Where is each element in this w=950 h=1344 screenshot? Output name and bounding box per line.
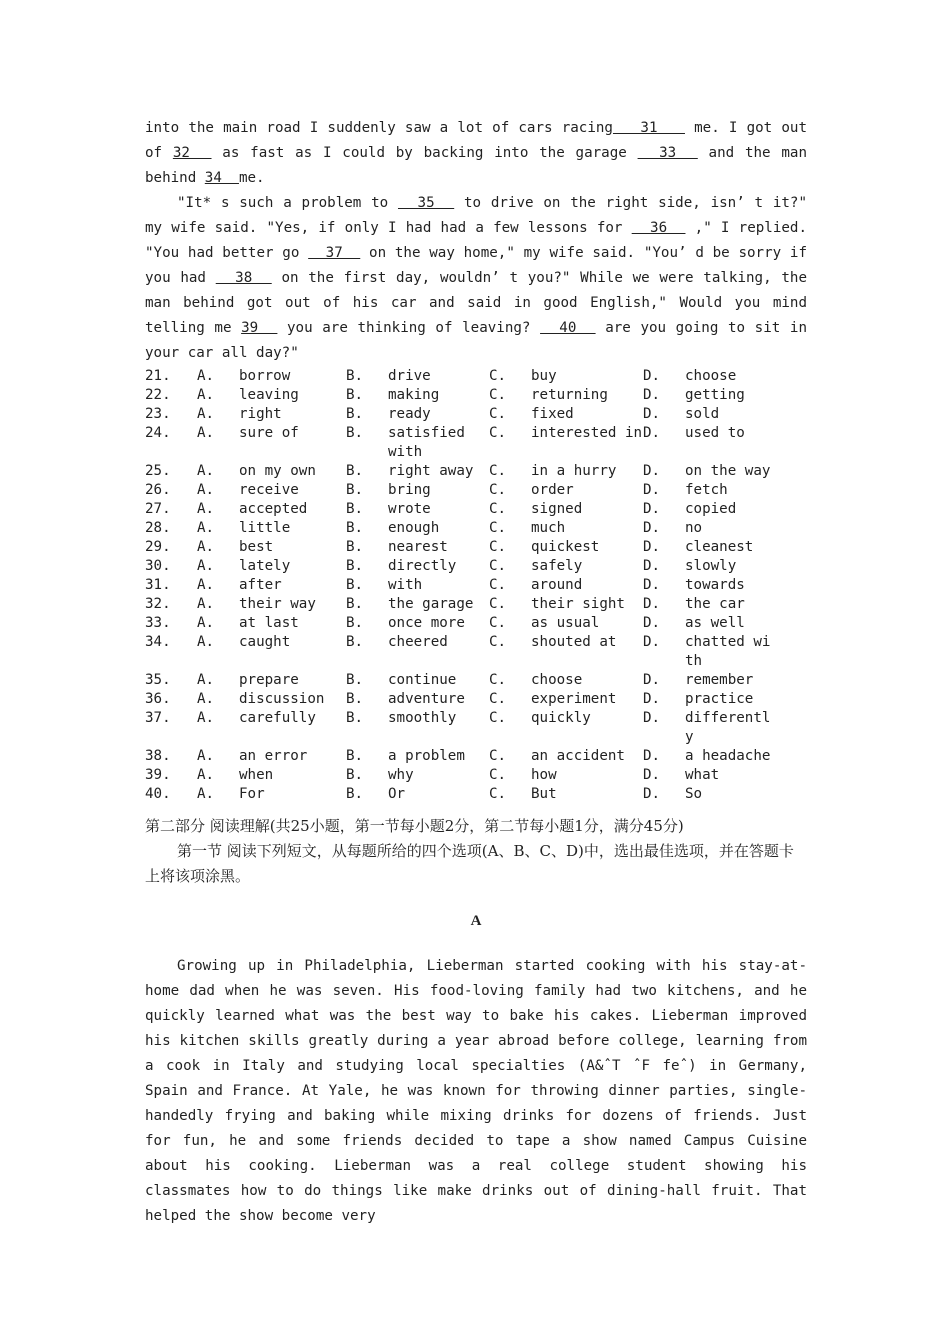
question-row: [145, 709, 771, 747]
option-letter-d: D.: [643, 767, 661, 783]
option-letter-c: C.: [489, 520, 507, 536]
option-d: cleanest: [685, 539, 754, 555]
question-number: 37.: [145, 710, 171, 726]
option-b: once more: [388, 615, 465, 631]
cloze-paragraph-1: into the main road I suddenly saw a lot of cars racing 31 me. I got out of 32 as fast as I could by backing into the garage 33 and the man behind 34 me.: [145, 120, 807, 186]
option-letter-b: B.: [346, 539, 364, 555]
blank-34: 34: [204, 170, 239, 186]
option-c: returning: [531, 387, 608, 403]
option-c: their sight: [531, 596, 625, 612]
option-c: order: [531, 482, 574, 498]
option-c: choose: [531, 672, 583, 688]
option-d: sold: [685, 406, 720, 422]
question-number: 25.: [145, 463, 171, 479]
option-letter-c: C.: [489, 634, 507, 650]
question-number: 28.: [145, 520, 171, 536]
option-letter-a: A.: [197, 596, 215, 612]
option-b: wrote: [388, 501, 431, 517]
option-letter-a: A.: [197, 615, 215, 631]
option-letter-a: A.: [197, 406, 215, 422]
option-a: lately: [239, 558, 291, 574]
question-row: [145, 747, 771, 766]
question-number: 22.: [145, 387, 171, 403]
option-letter-b: B.: [346, 615, 364, 631]
option-letter-c: C.: [489, 558, 507, 574]
question-row: [145, 766, 771, 785]
options-table: [145, 367, 771, 804]
option-letter-c: C.: [489, 577, 507, 593]
option-letter-b: B.: [346, 387, 364, 403]
option-b: Or: [388, 786, 406, 802]
option-letter-c: C.: [489, 387, 507, 403]
option-letter-a: A.: [197, 558, 215, 574]
option-d: a headache: [685, 748, 771, 764]
option-d: remember: [685, 672, 754, 688]
option-letter-b: B.: [346, 463, 364, 479]
question-number: 31.: [145, 577, 171, 593]
option-a: leaving: [239, 387, 299, 403]
question-number: 26.: [145, 482, 171, 498]
option-a: carefully: [239, 710, 316, 726]
option-letter-b: B.: [346, 406, 364, 422]
option-a: prepare: [239, 672, 299, 688]
option-letter-d: D.: [643, 368, 661, 384]
option-c: buy: [531, 368, 557, 384]
option-a: caught: [239, 634, 291, 650]
option-letter-c: C.: [489, 425, 507, 441]
option-c: safely: [531, 558, 583, 574]
question-number: 35.: [145, 672, 171, 688]
option-b: bring: [388, 482, 431, 498]
cloze-paragraph-2: "It* s such a problem to 35 to drive on the right side, isn’ t it?" my wife said. "Yes, if only I had had a few lessons for 36 ," I replied. "You had better go 37 on the way home," my wife said. "You’ d be sorry if you had 38 on the first day, wouldn’ t you?" While we were talking, the man behind got out of his car and said in good English," Would you mind telling me 39 you are thinking of leaving? 40 are you going to sit in your car all day?": [145, 195, 808, 361]
option-a: For: [239, 786, 265, 802]
option-letter-b: B.: [346, 672, 364, 688]
option-c: quickest: [531, 539, 600, 555]
option-a: discussion: [239, 691, 325, 707]
option-a: best: [239, 539, 274, 555]
option-letter-b: B.: [346, 368, 364, 384]
option-letter-c: C.: [489, 786, 507, 802]
option-letter-d: D.: [643, 425, 661, 441]
option-b: the garage: [388, 596, 474, 612]
option-d: used to: [685, 425, 745, 441]
option-letter-c: C.: [489, 539, 507, 555]
option-c: shouted at: [531, 634, 617, 650]
option-letter-d: D.: [643, 672, 661, 688]
question-row: [145, 462, 771, 481]
blank-40: 40: [540, 320, 596, 336]
option-c: experiment: [531, 691, 617, 707]
option-letter-a: A.: [197, 710, 215, 726]
option-a: receive: [239, 482, 299, 498]
blank-38: 38: [215, 270, 272, 286]
passage-a-text: Growing up in Philadelphia, Lieberman started cooking with his stay-at-home dad when he was seven. His food-loving family had two kitchens, and he quickly learned what was the best way to bake his cakes. Lieberman improved his kitchen skills greatly during a year abroad before college, learning from a cook in Italy and studying local specialties (A&ˆT ˆF feˆ) in Germany, Spain and France. At Yale, he was known for throwing dinner parties, single-handedly frying and baking while mixing drinks for dozens of friends. Just for fun, he and some friends decided to tape a show named Campus Cuisine about his cooking. Lieberman was a real college student showing his classmates how to do things like make drinks out of dining-hall fruit. That helped the show become very: [145, 958, 807, 1224]
question-row: [145, 538, 771, 557]
option-letter-b: B.: [346, 577, 364, 593]
option-letter-b: B.: [346, 425, 364, 441]
option-c: interested in: [531, 425, 643, 441]
question-row: [145, 785, 771, 804]
question-row: [145, 424, 771, 462]
option-d: on the way: [685, 463, 771, 479]
blank-35: 35: [397, 195, 455, 211]
option-b: a problem: [388, 748, 465, 764]
blank-39: 39: [241, 320, 278, 336]
option-b: ready: [388, 406, 431, 422]
option-letter-d: D.: [643, 786, 661, 802]
option-c: signed: [531, 501, 583, 517]
option-d: no: [685, 520, 703, 536]
option-b: making: [388, 387, 440, 403]
option-a: their way: [239, 596, 316, 612]
question-row: [145, 386, 771, 405]
option-b: right away: [388, 463, 474, 479]
option-d: chatted with: [685, 634, 771, 669]
part2-instruction: 第一节 阅读下列短文，从每题所给的四个选项(A、B、C、D)中，选出最佳选项，并在答题卡上将该项涂黑。: [145, 842, 794, 885]
option-letter-c: C.: [489, 406, 507, 422]
option-letter-d: D.: [643, 387, 661, 403]
option-a: when: [239, 767, 274, 783]
option-letter-d: D.: [643, 463, 661, 479]
option-letter-b: B.: [346, 596, 364, 612]
option-letter-c: C.: [489, 615, 507, 631]
question-number: 27.: [145, 501, 171, 517]
question-row: [145, 595, 771, 614]
option-b: nearest: [388, 539, 448, 555]
option-letter-d: D.: [643, 406, 661, 422]
option-letter-a: A.: [197, 672, 215, 688]
option-b: smoothly: [388, 710, 457, 726]
option-d: towards: [685, 577, 745, 593]
option-letter-c: C.: [489, 710, 507, 726]
option-letter-a: A.: [197, 501, 215, 517]
option-letter-a: A.: [197, 634, 215, 650]
option-letter-c: C.: [489, 482, 507, 498]
option-c: an accident: [531, 748, 625, 764]
option-letter-c: C.: [489, 368, 507, 384]
question-row: [145, 633, 771, 671]
question-row: [145, 576, 771, 595]
option-letter-c: C.: [489, 501, 507, 517]
option-b: adventure: [388, 691, 465, 707]
blank-33: 33: [637, 145, 698, 161]
option-c: fixed: [531, 406, 574, 422]
question-number: 23.: [145, 406, 171, 422]
question-number: 33.: [145, 615, 171, 631]
option-letter-c: C.: [489, 672, 507, 688]
option-b: with: [388, 577, 423, 593]
option-d: the car: [685, 596, 745, 612]
option-letter-b: B.: [346, 748, 364, 764]
option-a: right: [239, 406, 282, 422]
option-d: as well: [685, 615, 745, 631]
option-a: borrow: [239, 368, 291, 384]
option-c: as usual: [531, 615, 600, 631]
option-letter-a: A.: [197, 520, 215, 536]
option-b: directly: [388, 558, 457, 574]
option-letter-b: B.: [346, 691, 364, 707]
question-row: [145, 614, 771, 633]
option-c: around: [531, 577, 583, 593]
option-a: sure of: [239, 425, 299, 441]
option-letter-a: A.: [197, 539, 215, 555]
option-b: drive: [388, 368, 431, 384]
option-letter-a: A.: [197, 368, 215, 384]
question-number: 34.: [145, 634, 171, 650]
passage-a-title: A: [470, 913, 482, 929]
option-b: continue: [388, 672, 457, 688]
option-c: But: [531, 786, 557, 802]
option-d: fetch: [685, 482, 728, 498]
question-row: [145, 481, 771, 500]
question-number: 40.: [145, 786, 171, 802]
option-letter-b: B.: [346, 634, 364, 650]
option-a: an error: [239, 748, 308, 764]
option-d: So: [685, 786, 703, 802]
option-d: copied: [685, 501, 737, 517]
question-number: 24.: [145, 425, 171, 441]
option-letter-d: D.: [643, 482, 661, 498]
blank-32: 32: [172, 145, 212, 161]
question-number: 36.: [145, 691, 171, 707]
question-row: [145, 367, 771, 386]
part2-heading: 第二部分 阅读理解(共25小题，第一节每小题2分，第二节每小题1分，满分45分): [145, 817, 684, 835]
option-a: little: [239, 520, 291, 536]
option-letter-a: A.: [197, 691, 215, 707]
option-d: what: [685, 767, 720, 783]
blank-36: 36: [631, 220, 686, 236]
question-row: [145, 557, 771, 576]
option-letter-b: B.: [346, 482, 364, 498]
question-number: 38.: [145, 748, 171, 764]
question-number: 32.: [145, 596, 171, 612]
option-letter-a: A.: [197, 463, 215, 479]
question-row: [145, 519, 771, 538]
option-b: cheered: [388, 634, 448, 650]
question-row: [145, 671, 771, 690]
option-letter-d: D.: [643, 615, 661, 631]
question-number: 29.: [145, 539, 171, 555]
option-letter-a: A.: [197, 767, 215, 783]
option-letter-c: C.: [489, 691, 507, 707]
option-letter-b: B.: [346, 786, 364, 802]
option-letter-a: A.: [197, 482, 215, 498]
option-c: much: [531, 520, 566, 536]
option-d: slowly: [685, 558, 737, 574]
option-a: after: [239, 577, 282, 593]
option-a: at last: [239, 615, 299, 631]
option-d: choose: [685, 368, 737, 384]
option-letter-a: A.: [197, 748, 215, 764]
blank-37: 37: [308, 245, 361, 261]
page: [145, 116, 807, 1229]
option-letter-d: D.: [643, 520, 661, 536]
question-row: [145, 690, 771, 709]
option-letter-d: D.: [643, 634, 661, 650]
option-d: differently: [685, 710, 771, 745]
option-letter-d: D.: [643, 710, 661, 726]
option-letter-d: D.: [643, 501, 661, 517]
question-row: [145, 500, 771, 519]
option-letter-c: C.: [489, 748, 507, 764]
option-letter-d: D.: [643, 691, 661, 707]
option-letter-b: B.: [346, 710, 364, 726]
option-a: on my own: [239, 463, 316, 479]
option-b: why: [388, 767, 414, 783]
option-d: practice: [685, 691, 754, 707]
option-a: accepted: [239, 501, 308, 517]
question-row: [145, 405, 771, 424]
option-letter-b: B.: [346, 767, 364, 783]
option-letter-c: C.: [489, 463, 507, 479]
option-letter-c: C.: [489, 596, 507, 612]
option-letter-b: B.: [346, 558, 364, 574]
blank-31: 31: [612, 120, 685, 136]
option-letter-a: A.: [197, 577, 215, 593]
option-letter-b: B.: [346, 520, 364, 536]
option-letter-d: D.: [643, 596, 661, 612]
option-letter-d: D.: [643, 539, 661, 555]
option-letter-a: A.: [197, 387, 215, 403]
question-number: 30.: [145, 558, 171, 574]
option-letter-d: D.: [643, 558, 661, 574]
option-b: enough: [388, 520, 440, 536]
option-d: getting: [685, 387, 745, 403]
option-letter-b: B.: [346, 501, 364, 517]
option-c: quickly: [531, 710, 591, 726]
question-number: 21.: [145, 368, 171, 384]
option-letter-d: D.: [643, 577, 661, 593]
option-b: satisfied with: [388, 425, 465, 460]
option-letter-d: D.: [643, 748, 661, 764]
option-c: in a hurry: [531, 463, 617, 479]
question-number: 39.: [145, 767, 171, 783]
option-c: how: [531, 767, 557, 783]
option-letter-a: A.: [197, 425, 215, 441]
option-letter-c: C.: [489, 767, 507, 783]
option-letter-a: A.: [197, 786, 215, 802]
